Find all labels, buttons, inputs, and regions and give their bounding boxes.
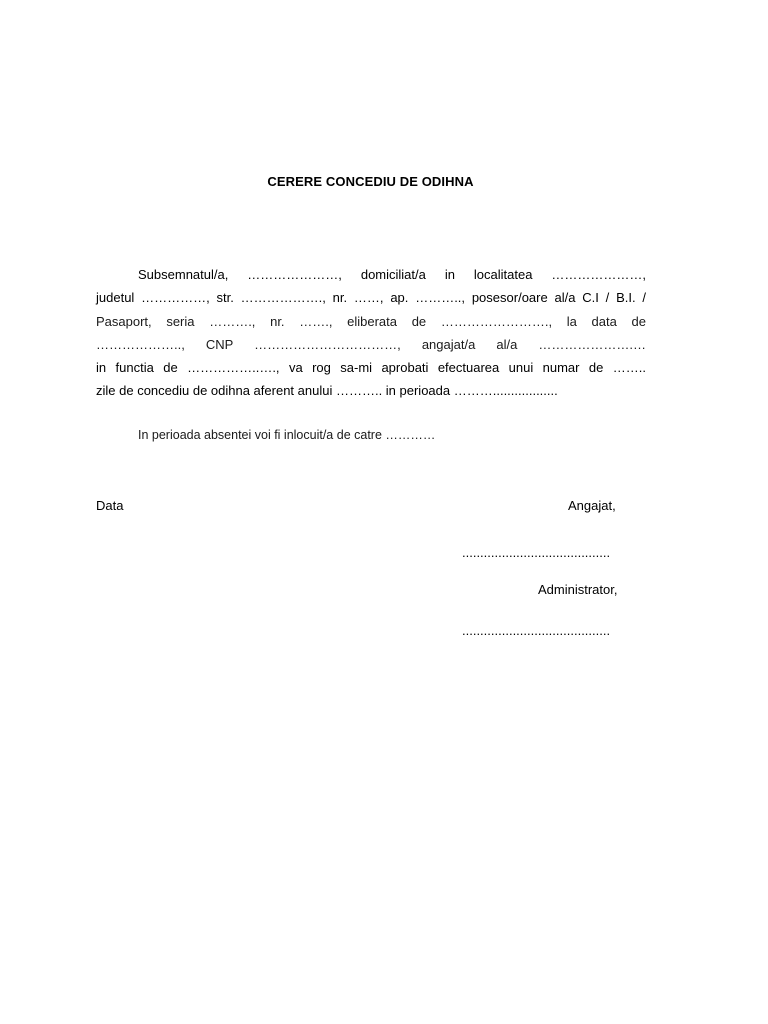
administrator-label: Administrator, <box>538 582 618 597</box>
paragraph-line-1: Subsemnatul/a, …………………, domiciliat/a in localitatea …………………, <box>138 267 646 282</box>
paragraph-line-4: ……………….., CNP ……………………………, angajat/a al/a ………………….… <box>96 337 646 352</box>
paragraph-line-3: Pasaport, seria ………., nr. ……., eliberata de ……………………., la data de <box>96 314 646 329</box>
paragraph-line-5: in functia de ……………..…., va rog sa-mi aprobati efectuarea unui numar de …….. <box>96 360 646 375</box>
administrator-signature-line: ......................................... <box>462 623 611 638</box>
employee-signature-line: ......................................... <box>462 545 611 560</box>
employee-label: Angajat, <box>568 498 616 513</box>
replacement-paragraph: In perioada absentei voi fi inlocuit/a de catre ………… <box>138 428 436 442</box>
document-title: CERERE CONCEDIU DE ODIHNA <box>267 174 474 189</box>
paragraph-line-6: zile de concediu de odihna aferent anului ……….. in perioada ……….................. <box>96 383 558 398</box>
paragraph-line-2: judetul ……………, str. ………………., nr. ……, ap. ……….., posesor/oare al/a C.I / B.I. / <box>96 290 646 305</box>
date-label: Data <box>96 498 124 513</box>
